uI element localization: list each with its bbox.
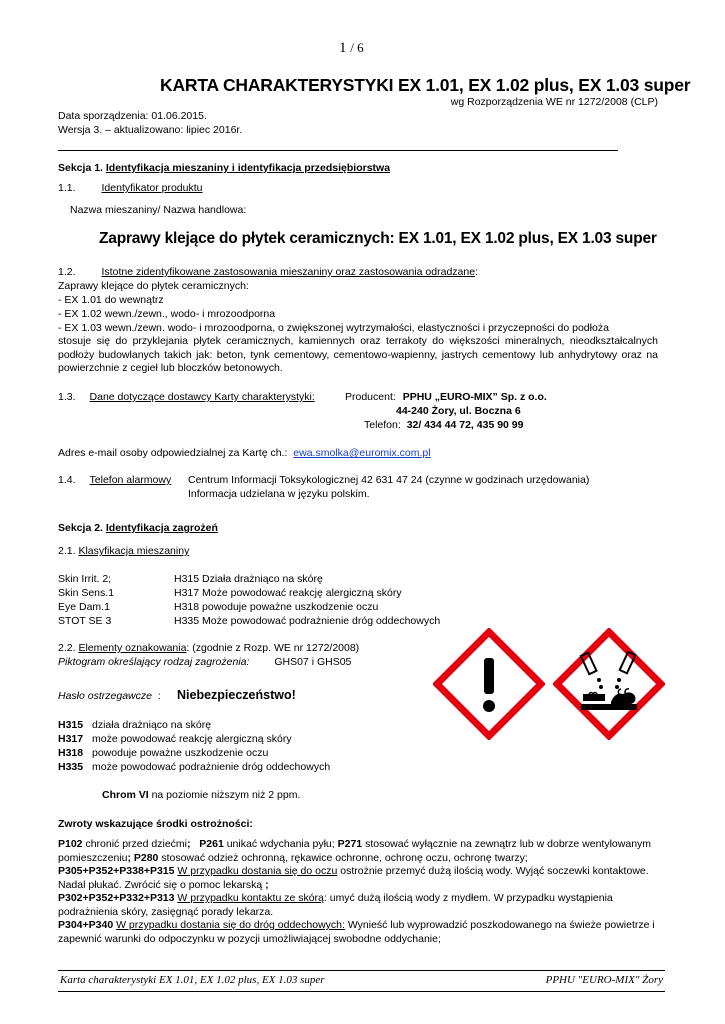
producer-phone: Telefon: 32/ 434 44 72, 435 90 99 bbox=[364, 419, 524, 431]
trade-name-label: Nazwa mieszaniny/ Nazwa handlowa: bbox=[70, 204, 247, 216]
class-code: Skin Irrit. 2; bbox=[58, 573, 112, 585]
product-name: Zaprawy klejące do płytek ceramicznych: EX 1.01, EX 1.02 plus, EX 1.03 super bbox=[99, 230, 657, 247]
header-divider bbox=[58, 150, 618, 151]
class-text: H318 powoduje poważne uszkodzenie oczu bbox=[174, 601, 379, 613]
regulation-ref: wg Rozporządzenia WE nr 1272/2008 (CLP) bbox=[450, 96, 658, 108]
pictogram-label: Piktogram określający rodzaj zagrożenia: GHS07 i GHS05 bbox=[58, 656, 352, 668]
document-title: KARTA CHARAKTERYSTYKI EX 1.01, EX 1.02 plus, EX 1.03 super bbox=[160, 75, 691, 95]
ghs05-corrosion-icon bbox=[553, 628, 665, 740]
signal-word-label: Hasło ostrzegawcze : bbox=[58, 690, 161, 702]
preparation-date: Data sporządzenia: 01.06.2015. bbox=[58, 110, 207, 122]
use-line: Zaprawy klejące do płytek ceramicznych: bbox=[58, 280, 249, 292]
class-code: Eye Dam.1 bbox=[58, 601, 110, 613]
footer-right: PPHU "EURO-MIX" Żory bbox=[545, 974, 663, 986]
section-2-heading: Sekcja 2. Identyfikacja zagrożeń bbox=[58, 522, 218, 534]
uses-description: stosuje się do przyklejania płytek ceramicznych, kamiennych oraz terrakoty do większości mineralnych, nieodkształcalnych podłoży budowlanych takich jak: beton, tynk cementowy, cementowo-wapienny, jastrych cementowy lub anhydrytowy oraz na powierzchnie z cegieł lub bloczków betonowych. bbox=[58, 335, 658, 374]
item-1-4: 1.4. Telefon alarmowy bbox=[58, 474, 172, 486]
h-statement: H335 może powodować podrażnienie dróg oddechowych bbox=[58, 761, 331, 773]
item-2-1: 2.1. Klasyfikacja mieszaniny bbox=[58, 545, 190, 557]
version-info: Wersja 3. – aktualizowano: lipiec 2016r. bbox=[58, 124, 243, 136]
class-code: STOT SE 3 bbox=[58, 615, 112, 627]
use-line: - EX 1.03 wewn./zewn. wodo- i mrozoodporna, o zwiększonej wytrzymałości, elastyczności i przyczepności do podłoża bbox=[58, 322, 609, 334]
producer: Producent: PPHU „EURO-MIX” Sp. z o.o. bbox=[345, 391, 547, 403]
use-line: - EX 1.01 do wewnątrz bbox=[58, 294, 164, 306]
class-text: H335 Może powodować podrażnienie dróg oddechowych bbox=[174, 615, 441, 627]
ghs07-exclamation-icon bbox=[433, 628, 545, 740]
use-line: - EX 1.02 wewn./zewn., wodo- i mrozoodporna bbox=[58, 308, 276, 320]
signal-word: Niebezpieczeństwo! bbox=[177, 688, 296, 702]
h-statement: H317 może powodować reakcję alergiczną skóry bbox=[58, 733, 292, 745]
precaution-p302: P302+P352+P332+P313 W przypadku kontaktu ze skórą: umyć dużą ilością wody z mydłem. W przypadku wystąpienia podrażnienia skóry, zasięgnąć porady lekarza. bbox=[58, 892, 613, 918]
class-text: H315 Działa drażniąco na skórę bbox=[174, 573, 323, 585]
item-1-3: 1.3. Dane dotyczące dostawcy Karty charakterystyki: bbox=[58, 391, 315, 403]
page-number: 1 / 6 bbox=[339, 40, 364, 56]
footer-left: Karta charakterystyki EX 1.01, EX 1.02 plus, EX 1.03 super bbox=[60, 974, 325, 986]
section-1-heading: Sekcja 1. Identyfikacja mieszaniny i identyfikacja przedsiębiorstwa bbox=[58, 162, 391, 174]
item-2-2: 2.2. Elementy oznakowania: (zgodnie z Rozp. WE nr 1272/2008) bbox=[58, 642, 360, 654]
emergency-center: Centrum Informacji Toksykologicznej 42 631 47 24 (czynne w godzinach urzędowania) bbox=[188, 474, 590, 486]
precaution-p304: P304+P340 W przypadku dostania się do dróg oddechowych: Wynieść lub wyprowadzić poszkodowanego na świeże powietrze i zapewnić warunki do odpoczynku w pozycji umożliwiającej swobodne oddychanie; bbox=[58, 919, 655, 945]
email-link[interactable]: ewa.smolka@euromix.com.pl bbox=[293, 447, 431, 459]
precautions-heading: Zwroty wskazujące środki ostrożności: bbox=[58, 818, 253, 830]
item-1-2: 1.2. Istotne zidentyfikowane zastosowania mieszaniny oraz zastosowania odradzane: bbox=[58, 266, 478, 278]
responsible-email: Adres e-mail osoby odpowiedzialnej za Kartę ch.: ewa.smolka@euromix.com.pl bbox=[58, 447, 431, 459]
precaution-p305: P305+P352+P338+P315 W przypadku dostania się do oczu ostrożnie przemyć dużą ilością wody. Wyjąć soczewki kontaktowe. Nadal płukać. Zwrócić się o pomoc lekarską ; bbox=[58, 865, 649, 891]
h-statement: H315 działa drażniąco na skórę bbox=[58, 719, 212, 731]
chromium-note: Chrom VI na poziomie niższym niż 2 ppm. bbox=[102, 789, 301, 801]
precaution-p102-p280: P102 chronić przed dziećmi; P261 unikać wdychania pyłu; P271 stosować wyłącznie na zewnątrz lub w dobrze wentylowanym pomieszczeniu; P280 stosować odzież ochronną, rękawice ochronne, ochronę oczu, ochronę twarzy; bbox=[58, 838, 652, 864]
class-code: Skin Sens.1 bbox=[58, 587, 115, 599]
class-text: H317 Może powodować reakcję alergiczną skóry bbox=[174, 587, 402, 599]
producer-address: 44-240 Żory, ul. Boczna 6 bbox=[396, 405, 521, 417]
emergency-language: Informacja udzielana w języku polskim. bbox=[188, 488, 370, 500]
page-footer bbox=[58, 970, 665, 992]
h-statement: H318 powoduje poważne uszkodzenie oczu bbox=[58, 747, 269, 759]
item-1-1: 1.1. Identyfikator produktu bbox=[58, 182, 203, 194]
